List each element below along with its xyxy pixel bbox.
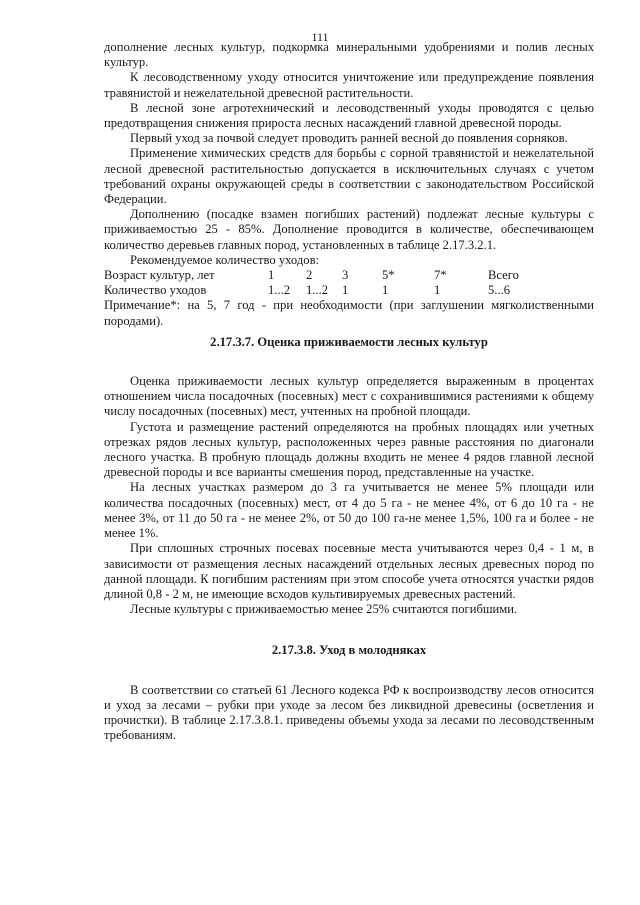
- table-cell: 1: [382, 283, 389, 298]
- table-cell: 1: [434, 283, 441, 298]
- table-cell: 1...2: [268, 283, 291, 298]
- table-cell: 1: [342, 283, 349, 298]
- paragraph: дополнение лесных культур, подкормка минеральными удобрениями и полив лесных культур.: [104, 40, 594, 70]
- paragraph: При сплошных строчных посевах посевные места учитываются через 0,4 - 1 м, в зависимости от размещения лесных насаждений отдельных лесных древесных пород по данной площади. К погибшим растениям при этом способе учета относятся участки рядов длиной 0,8 - 2 м, не имеющие всходов культивируемых древесных растений.: [104, 541, 594, 601]
- table-cell: 1: [268, 268, 275, 283]
- paragraph: Густота и размещение растений определяются на пробных площадях или учетных отрезках рядов лесных культур, расположенных через равные расстояния по диагонали лесного участка. В пробную площадь должны входить не менее 4 рядов главной лесной древесной породы и все варианты смешения пород, представленные на участке.: [104, 419, 594, 480]
- table-cell: 7*: [434, 268, 447, 283]
- table-row: [104, 283, 519, 298]
- table-cell: 2: [306, 268, 313, 283]
- paragraph: Дополнению (посадке взамен погибших растений) подлежат лесные культуры с приживаемостью 25 - 85%. Дополнение проводится в количестве, обеспечивающем количество деревьев главных пород, установленных в таблице 2.17.3.2.1.: [104, 207, 594, 252]
- page-number: 111: [311, 30, 329, 44]
- recommended-note: Примечание*: на 5, 7 год - при необходимости (при заглушении мягколиственными породами).: [104, 298, 594, 328]
- section-heading: 2.17.3.7. Оценка приживаемости лесных культур: [210, 334, 488, 349]
- paragraph: Первый уход за почвой следует проводить ранней весной до появления сорняков.: [130, 131, 568, 146]
- document-body: [104, 40, 594, 743]
- row-label-count: Количество уходов: [104, 283, 207, 298]
- paragraph: На лесных участках размером до 3 га учитывается не менее 5% площади или количества посадочных (посевных) мест, от 4 до 5 га - не менее 4%, от 6 до 10 га - не менее 3%, от 11 до 50 га - не менее 2%, от 50 до 100 га-не менее 1,5%, 100 га и более - не менее 1%.: [104, 480, 594, 541]
- table-cell: 1...2: [306, 283, 329, 298]
- recommended-table: [104, 268, 519, 298]
- table-cell: 3: [342, 268, 349, 283]
- recommended-title: Рекомендуемое количество уходов:: [130, 252, 320, 267]
- table-cell: Всего: [488, 268, 519, 283]
- table-row: [104, 268, 519, 283]
- table-cell: 5...6: [488, 283, 511, 298]
- paragraph: К лесоводственному уходу относится уничтожение или предупреждение появления травянистой и нежелательной древесной растительности.: [104, 70, 594, 100]
- paragraph: В лесной зоне агротехнический и лесоводственный уходы проводятся с целью предотвращения снижения прироста лесных насаждений главной древесной породы.: [104, 100, 594, 131]
- table-cell: 5*: [382, 268, 395, 283]
- paragraph: Лесные культуры с приживаемостью менее 25% считаются погибшими.: [130, 602, 518, 617]
- paragraph: Применение химических средств для борьбы с сорной травянистой и нежелательной лесной древесной растительностью допускается в исключительных случаях с учетом требований охраны окружающей среды в соответствии с законодательством Российской Федерации.: [104, 146, 594, 207]
- section-heading: 2.17.3.8. Уход в молодняках: [271, 643, 427, 658]
- paragraph: В соответствии со статьей 61 Лесного кодекса РФ к воспроизводству лесов относится и уход за лесами – рубки при уходе за лесом без ликвидной древесины (осветления и прочистки). В таблице 2.17.3.8.1. приведены объемы ухода за лесами по лесоводственным требованиям.: [104, 682, 594, 743]
- row-label-age: Возраст культур, лет: [104, 268, 215, 283]
- paragraph: Оценка приживаемости лесных культур определяется выраженным в процентах отношением числа посадочных (посевных) мест с сохранившимися растениями к общему числу посадочных (посевных) мест, учтенных на пробной площади.: [104, 374, 594, 419]
